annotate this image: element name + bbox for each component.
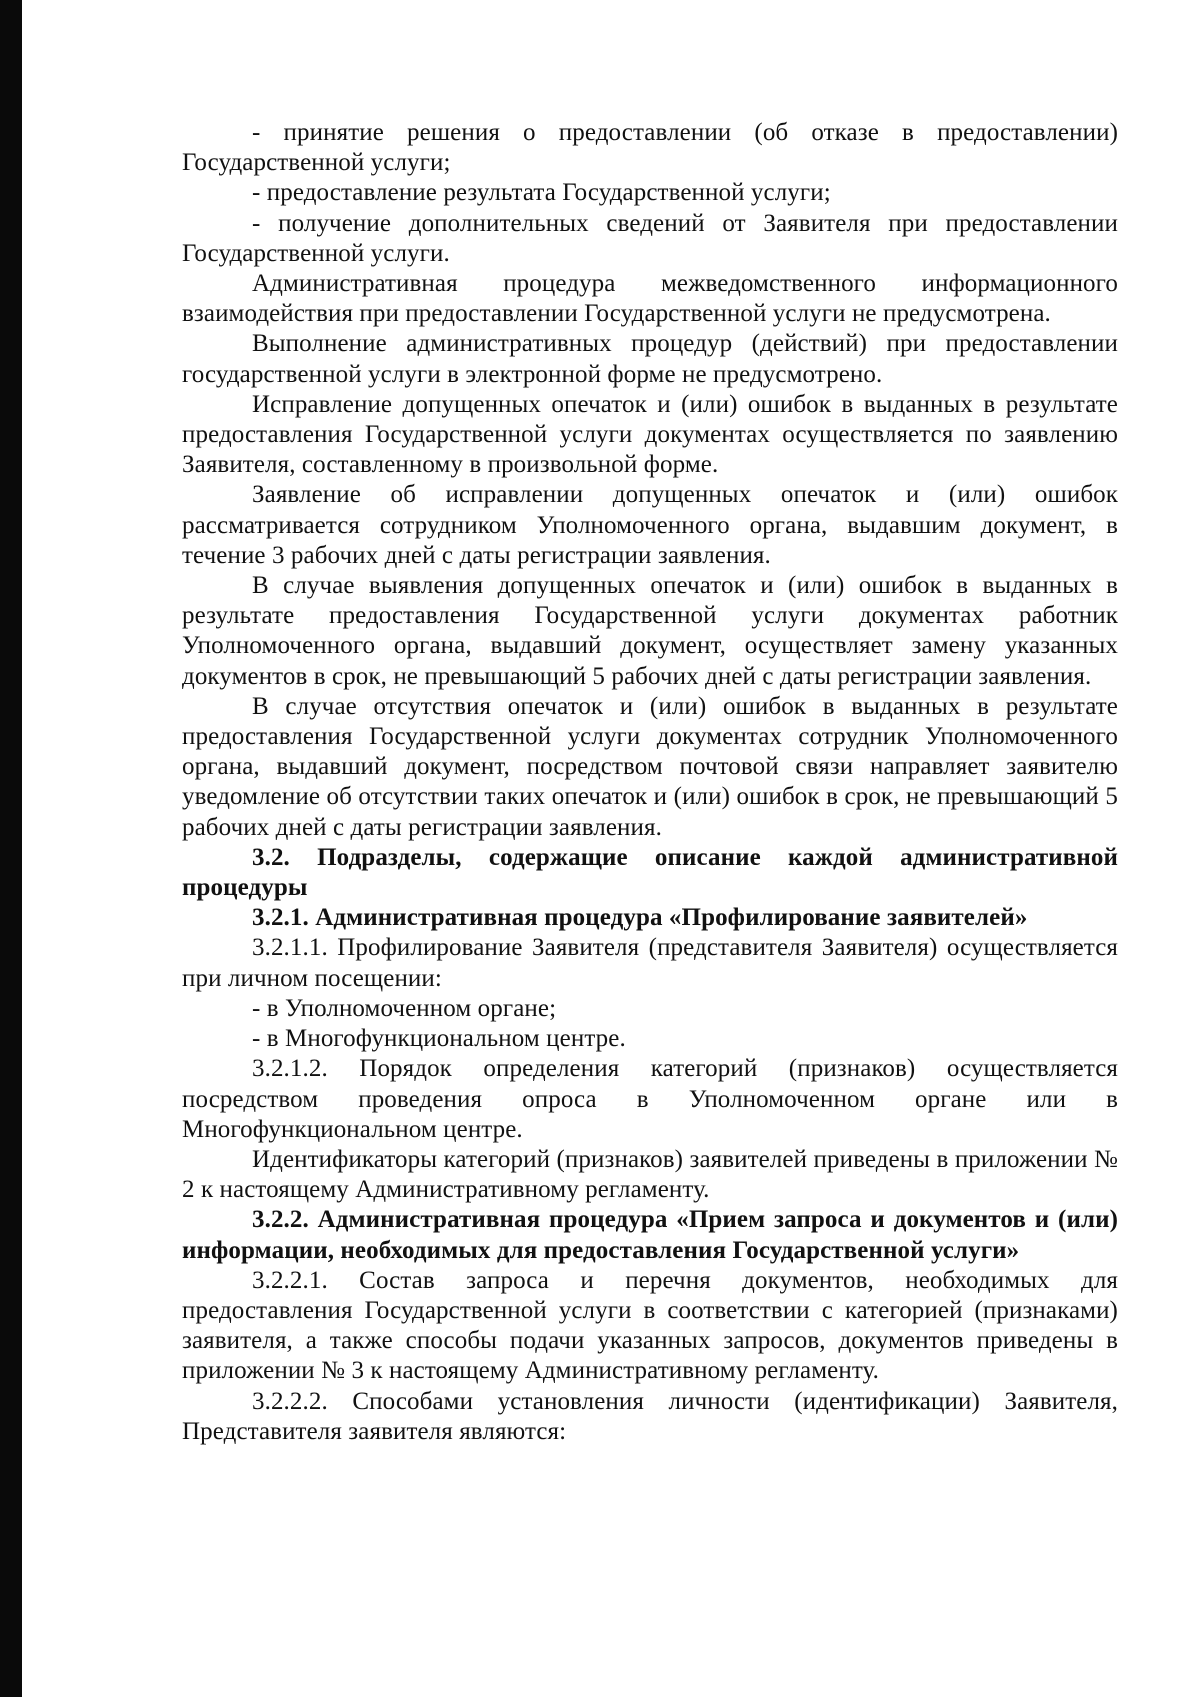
- scan-edge: [0, 0, 22, 1697]
- paragraph-correction-review: Заявление об исправлении допущенных опечаток и (или) ошибок рассматривается сотрудником Уполномоченного органа, выдавшим документ, в течение 3 рабочих дней с даты регистрации заявления.: [182, 481, 1118, 569]
- paragraph-3-2-2-1: 3.2.2.1. Состав запроса и перечня документов, необходимых для предоставления Государственной услуги в соответствии с категорией (признаками) заявителя, а также способы подачи указанных запросов, документов приведены в приложении № 3 к настоящему Административному регламенту.: [182, 1266, 1118, 1385]
- paragraph-3-2-1-2: 3.2.1.2. Порядок определения категорий (признаков) осуществляется посредством проведения опроса в Уполномоченном органе или в Многофункциональном центре.: [182, 1055, 1118, 1143]
- paragraph-result-item: - предоставление результата Государственной услуги;: [252, 179, 831, 207]
- heading-3-2-1: 3.2.1. Административная процедура «Профилирование заявителей»: [252, 904, 1028, 932]
- paragraph-identifiers: Идентификаторы категорий (признаков) заявителей приведены в приложении № 2 к настоящему Административному регламенту.: [182, 1145, 1118, 1204]
- paragraph-authorized-body-item: - в Уполномоченном органе;: [252, 994, 557, 1022]
- heading-3-2: 3.2. Подразделы, содержащие описание каждой административной процедуры: [182, 843, 1118, 902]
- paragraph-errors-found: В случае выявления допущенных опечаток и (или) ошибок в выданных в результате предоставления Государственной услуги документах работник Уполномоченного органа, выдавший документ, осуществляет замену указанных документов в срок, не превышающий 5 рабочих дней с даты регистрации заявления.: [182, 572, 1118, 690]
- document-page: [182, 118, 1118, 1447]
- paragraph-corrections: Исправление допущенных опечаток и (или) ошибок в выданных в результате предоставления Государственной услуги документах осуществляется по заявлению Заявителя, составленному в произвольной форме.: [182, 390, 1118, 479]
- paragraph-decision-item: - принятие решения о предоставлении (об отказе в предоставлении) Государственной услуги;: [182, 119, 1118, 177]
- heading-3-2-2: 3.2.2. Административная процедура «Прием запроса и документов и (или) информации, необходимых для предоставления Государственной услуги»: [182, 1206, 1118, 1264]
- paragraph-interagency: Административная процедура межведомственного информационного взаимодействия при предоставлении Государственной услуги не предусмотрена.: [182, 270, 1118, 328]
- paragraph-extra-info-item: - получение дополнительных сведений от Заявителя при предоставлении Государственной услуги.: [182, 209, 1118, 267]
- paragraph-3-2-2-2: 3.2.2.2. Способами установления личности (идентификации) Заявителя, Представителя заявителя являются:: [182, 1387, 1118, 1445]
- paragraph-3-2-1-1: 3.2.1.1. Профилирование Заявителя (представителя Заявителя) осуществляется при личном посещении:: [182, 934, 1118, 992]
- paragraph-no-errors: В случае отсутствия опечаток и (или) ошибок в выданных в результате предоставления Государственной услуги документах сотрудник Уполномоченного органа, выдавший документ, посредством почтовой связи направляет заявителю уведомление об отсутствии таких опечаток и (или) ошибок в срок, не превышающий 5 рабочих дней с даты регистрации заявления.: [182, 692, 1118, 841]
- paragraph-electronic-form: Выполнение административных процедур (действий) при предоставлении государственной услуги в электронной форме не предусмотрено.: [182, 330, 1118, 388]
- paragraph-mfc-item: - в Многофункциональном центре.: [252, 1025, 626, 1053]
